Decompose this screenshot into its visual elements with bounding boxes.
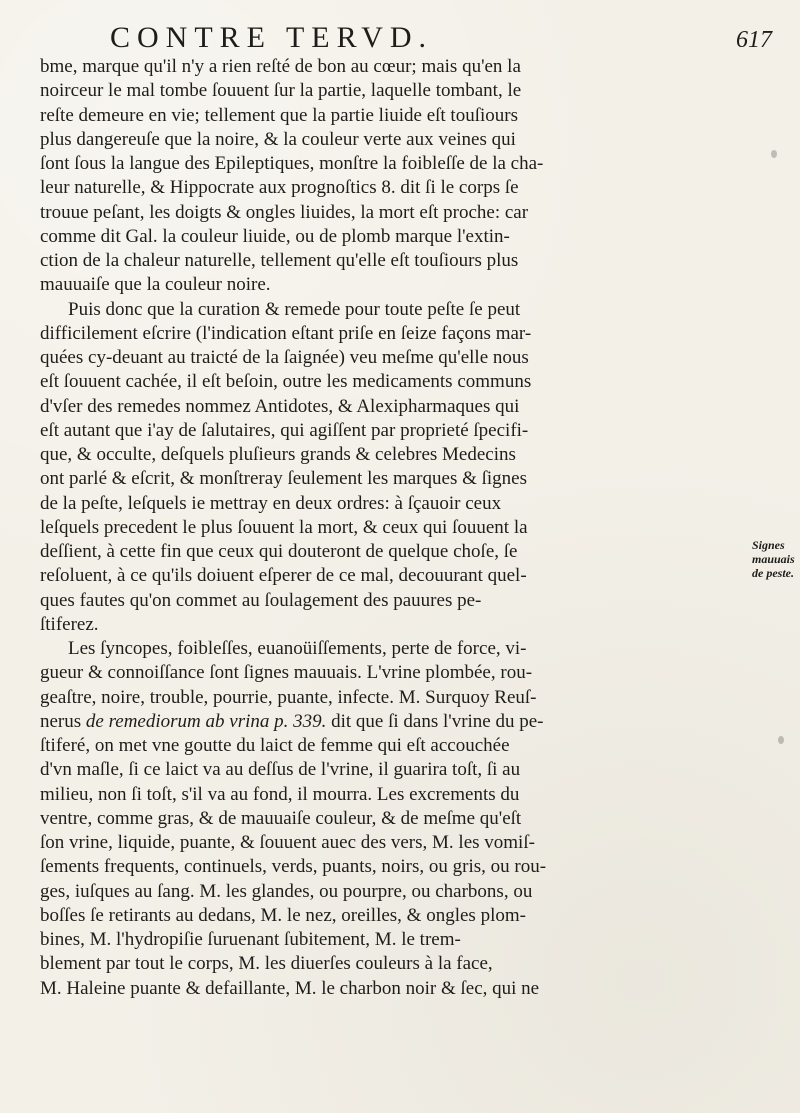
text-line: ction de la chaleur naturelle, tellement qu'elle eſt touſiours plus <box>40 250 519 271</box>
running-head: CONTRE TERVD. <box>110 21 434 54</box>
text-line: ſon vrine, liquide, puante, & ſouuent auec des vers, M. les vomiſ- <box>40 832 535 853</box>
paper-speck <box>771 150 777 158</box>
text-line: noirceur le mal tombe ſouuent ſur la partie, laquelle tombant, le <box>40 80 522 102</box>
margin-note-line: mauuais <box>752 552 795 566</box>
text-line: quées cy-deuant au traicté de la ſaignée) veu meſme qu'elle nous <box>40 347 529 368</box>
text-line: difficilement eſcrire (l'indication eſtant priſe en ſeize façons mar- <box>40 322 532 344</box>
margin-note-line: Signes <box>752 538 785 552</box>
text-line: reſoluent, à ce qu'ils doiuent eſperer de ce mal, decouurant quel- <box>40 565 527 587</box>
text-line: que, & occulte, deſquels pluſieurs grands & celebres Medecins <box>40 444 516 465</box>
text-fragment: nerus <box>40 710 86 732</box>
text-line: boſſes ſe retirants au dedans, M. le nez, oreilles, & ongles plom- <box>40 904 526 926</box>
text-line: leſquels precedent le plus ſouuent la mort, & ceux qui ſouuent la <box>40 516 528 538</box>
text-line: eſt autant que i'ay de ſalutaires, qui agiſſent par proprieté ſpecifi- <box>40 419 529 441</box>
text-line: ſtiferez. <box>40 613 99 635</box>
margin-note <box>752 538 796 580</box>
text-line: M. Haleine puante & defaillante, M. le charbon noir & ſec, qui ne <box>40 977 540 999</box>
text-line: d'vſer des remedes nommez Antidotes, & Alexipharmaques qui <box>40 395 520 417</box>
text-line: gueur & connoiſſance ſont ſignes mauuais. L'vrine plombée, rou- <box>40 662 533 684</box>
paper-speck <box>778 736 784 744</box>
italic-citation: de remediorum ab vrina p. 339. <box>85 710 327 732</box>
text-line: de la peſte, leſquels ie mettray en deux ordres: à ſçauoir ceux <box>40 492 502 514</box>
margin-note-line: de peste. <box>752 566 794 580</box>
text-line: milieu, non ſi toſt, s'il va au fond, il mourra. Les excrements du <box>40 783 520 805</box>
text-line: bme, marque qu'il n'y a rien reſté de bon au cœur; mais qu'en la <box>40 56 521 77</box>
text-line <box>40 710 765 734</box>
text-line: trouue peſant, les doigts & ongles liuides, la mort eſt proche: car <box>40 201 529 223</box>
text-line: deſſient, à cette fin que ceux qui douteront de quelque choſe, ſe <box>40 541 518 562</box>
text-line: d'vn maſle, ſi ce laict va au deſſus de l'vrine, il guarira toſt, ſi au <box>40 759 521 781</box>
text-line: mauuaiſe que la couleur noire. <box>40 274 271 296</box>
text-line: ſements frequents, continuels, verds, puants, noirs, ou gris, ou rou- <box>40 856 547 878</box>
text-line: blement par tout le corps, M. les diuerſes couleurs à la face, <box>40 953 493 975</box>
text-line: ventre, comme gras, & de mauuaiſe couleur, & de meſme qu'eſt <box>40 807 522 829</box>
text-fragment: dit que ſi dans l'vrine du pe- <box>326 710 544 732</box>
text-line: ſont ſous la langue des Epileptiques, monſtre la foibleſſe de la cha- <box>40 153 544 174</box>
text-line: eſt ſouuent cachée, il eſt beſoin, outre les medicaments communs <box>40 371 532 393</box>
text-line: geaſtre, noire, trouble, pourrie, puante, infecte. M. Surquoy Reuſ- <box>40 686 537 708</box>
text-line: ques fautes qu'on commet au ſoulagement des pauures pe- <box>40 589 482 611</box>
text-line: comme dit Gal. la couleur liuide, ou de plomb marque l'extin- <box>40 225 510 247</box>
text-line: plus dangereuſe que la noire, & la couleur verte aux veines qui <box>40 128 516 150</box>
page-number: 617 <box>736 27 772 53</box>
text-line: leur naturelle, & Hippocrate aux prognoſtics 8. dit ſi le corps ſe <box>40 177 519 199</box>
body-text <box>40 55 765 1001</box>
text-line: ont parlé & eſcrit, & monſtreray ſeulement les marques & ſignes <box>40 468 527 490</box>
text-line: reſte demeure en vie; tellement que la partie liuide eſt touſiours <box>40 104 518 126</box>
page-header <box>0 18 800 58</box>
text-line: ges, iuſques au ſang. M. les glandes, ou pourpre, ou charbons, ou <box>40 880 533 902</box>
text-line: ſtiferé, on met vne goutte du laict de femme qui eſt accouchée <box>40 735 510 756</box>
text-line: bines, M. l'hydropiſie ſuruenant ſubitement, M. le trem- <box>40 929 461 950</box>
text-line: Les ſyncopes, foibleſſes, euanoüiſſements, perte de force, vi- <box>68 638 527 659</box>
text-line: Puis donc que la curation & remede pour toute peſte ſe peut <box>68 298 521 320</box>
